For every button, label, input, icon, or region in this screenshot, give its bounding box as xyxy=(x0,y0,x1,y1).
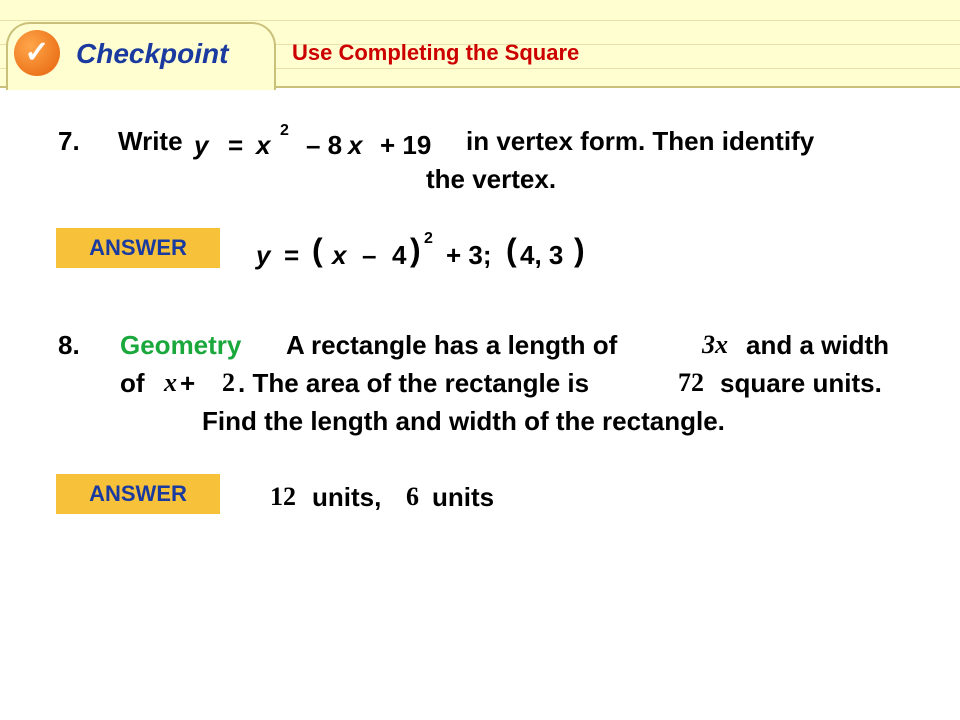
header-rule xyxy=(0,20,960,21)
ans8-length: 12 xyxy=(270,482,296,511)
q8-x: x xyxy=(164,368,177,397)
q7-y: y xyxy=(194,130,209,160)
ans7-plus3: + 3; xyxy=(446,240,492,270)
q7-text-line2: the vertex. xyxy=(426,164,557,194)
q7-number: 7. xyxy=(58,126,80,156)
q8-line1b: and a width xyxy=(746,330,889,360)
q7-plus19: + 19 xyxy=(380,130,432,160)
ans8-units2: units xyxy=(432,482,495,512)
q8-number: 8. xyxy=(58,330,80,360)
q8-line3: Find the length and width of the rectangle. xyxy=(202,406,725,436)
q7-x: x xyxy=(256,130,271,160)
ans7-vertex-lparen: ( xyxy=(506,232,517,268)
checkpoint-title: Checkpoint xyxy=(76,38,229,69)
ans7-exponent: 2 xyxy=(424,230,433,247)
q8-line1a: A rectangle has a length of xyxy=(286,330,618,360)
q8-of: of xyxy=(120,368,145,398)
q7-x2: x xyxy=(348,130,363,160)
ans7-y: y xyxy=(256,240,271,270)
q7-minus8: – 8 xyxy=(306,130,343,160)
q8-geometry: Geometry xyxy=(120,330,242,360)
q8-answer-label: ANSWER xyxy=(56,474,220,514)
q8-line2b: . The area of the rectangle is xyxy=(238,368,590,398)
ans7-vertex-rparen: ) xyxy=(574,232,585,268)
q7-text-line1: in vertex form. Then identify xyxy=(466,126,815,156)
ans7-rparen: ) xyxy=(410,232,421,268)
ans7-eq: = xyxy=(284,240,300,270)
checkmark-icon: ✓ xyxy=(14,30,60,76)
ans7-x: x xyxy=(332,240,347,270)
q7-eq: = xyxy=(228,130,244,160)
q7-answer-label: ANSWER xyxy=(56,228,220,268)
q8-length-expr: 3x xyxy=(702,330,728,359)
q8-plus: + xyxy=(180,368,196,398)
q8-area: 72 xyxy=(678,368,704,397)
ans7-4: 4 xyxy=(392,240,407,270)
q8-two: 2 xyxy=(222,368,235,397)
ans7-minus: – xyxy=(362,240,377,270)
lesson-subtitle: Use Completing the Square xyxy=(292,40,580,65)
ans7-lparen: ( xyxy=(312,232,323,268)
ans8-width: 6 xyxy=(406,482,419,511)
ans8-units1: units, xyxy=(312,482,382,512)
q8-line2c: square units. xyxy=(720,368,882,398)
ans7-vertex: 4, 3 xyxy=(520,240,564,270)
q7-write: Write xyxy=(118,126,183,156)
q7-exponent: 2 xyxy=(280,122,289,139)
